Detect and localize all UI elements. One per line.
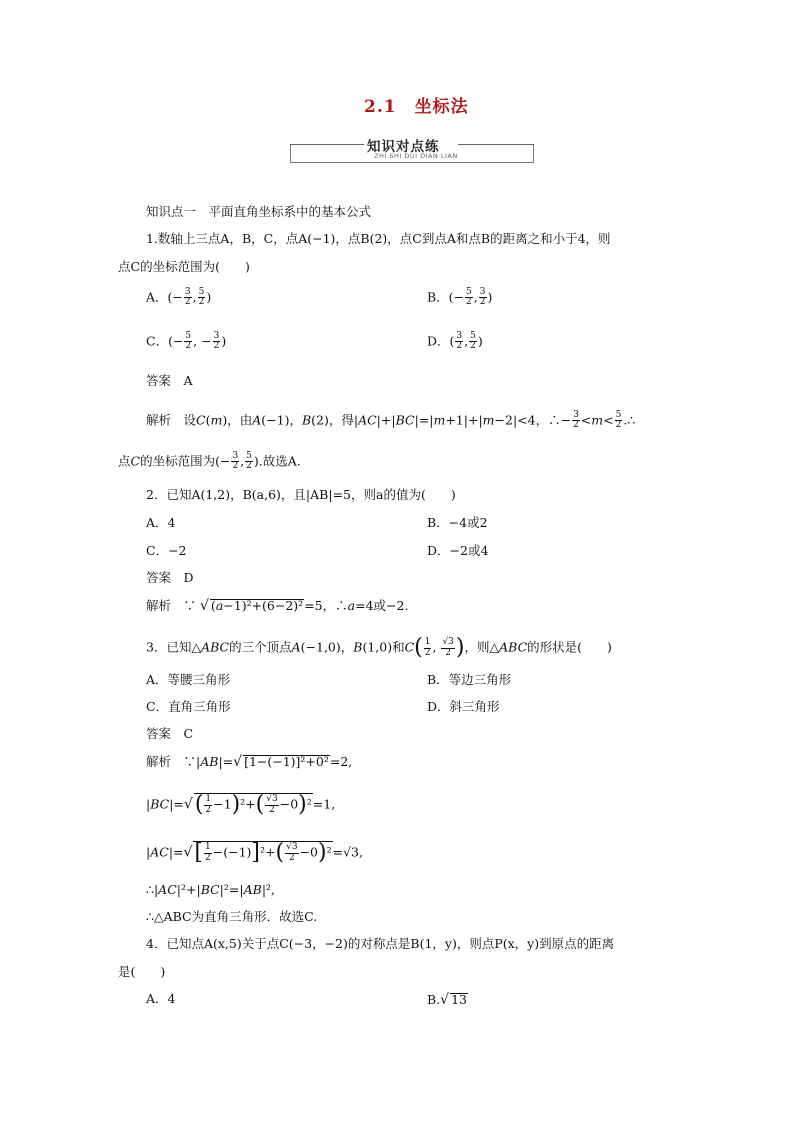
q2-option-d: D．−2或4 (427, 543, 489, 558)
q1-option-c: C．(− $\frac{5}{2}$ , − $\frac{3}{2}$ ) (146, 331, 227, 352)
q3-answer (146, 728, 193, 741)
q3-analysis-line1: 解析 ∵|AB|=√ [1−(−1)]²+0²=2, (146, 754, 353, 770)
q3-stem: 3．已知△ABC的三个顶点A(−1,0)，B(1,0)和C( $\frac{1}{2}$ , $\frac{√3}{2}$ )，则△ABC的形状是( ) (146, 635, 612, 660)
q3-analysis-line5: ∴△ABC为直角三角形．故选C. (146, 909, 318, 924)
q1-option-b: B．(− $\frac{5}{2}$ , $\frac{3}{2}$ ) (427, 287, 493, 308)
page-title: 2.1 坐标法 (364, 97, 469, 117)
q4-stem-line1: 4．已知点A(x,5)关于点C(−3，−2)的对称点是B(1，y)，则点P(x，y)到原点的距离 (146, 936, 615, 951)
analysis-label: 解析 (146, 598, 172, 613)
q2-option-b: B．−4或2 (427, 515, 488, 530)
q2-answer-value: D (183, 570, 194, 585)
q2-analysis: 解析 ∵ √ (a−1)²+(6−2)²=5，∴a=4或−2. (146, 598, 409, 614)
q2-stem: 2．已知A(1,2)，B(a,6)，且|AB|=5，则a的值为( ) (146, 487, 456, 502)
q3-option-d: D．斜三角形 (427, 699, 500, 714)
q3-option-a: A．等腰三角形 (146, 672, 231, 687)
q4-option-b: B.√ 13 (427, 992, 467, 1008)
banner-subtitle: ZHI SHI DUI DIAN LIAN (374, 152, 458, 160)
q2-option-c: C．−2 (146, 543, 187, 558)
answer-label: 答案 (146, 726, 172, 741)
q2-answer (146, 572, 194, 585)
q1-answer-value: A (183, 373, 193, 388)
q3-analysis-line3: |AC|=√[ $\frac{1}{2}$ −(−1)]²+( $\frac{√3}{2}$ −0)²=√3, (146, 840, 363, 865)
q4-option-a: A．4 (146, 991, 176, 1006)
q3-answer-value: C (183, 726, 194, 741)
q1-analysis-line2: 点C的坐标范围为(− $\frac{3}{2}$ , $\frac{5}{2}$ ).故选A. (118, 451, 301, 472)
q3-option-c: C．直角三角形 (146, 699, 231, 714)
answer-label: 答案 (146, 373, 172, 388)
banner-title: 知识对点练 (364, 135, 443, 155)
analysis-label: 解析 (146, 412, 172, 428)
q1-stem-line2: 点C的坐标范围为( ) (118, 259, 250, 274)
q1-option-d: D．( $\frac{3}{2}$ , $\frac{5}{2}$ ) (427, 331, 483, 352)
q4-stem-line2: 是( ) (118, 964, 166, 979)
q3-option-b: B．等边三角形 (427, 672, 512, 687)
q3-analysis-line4: ∴|AC|²+|BC|²=|AB|², (146, 882, 276, 897)
q1-analysis-line1: 解析 设C(m)，由A(−1)，B(2)，得|AC|+|BC|=|m+1|+|m−2|<4，∴− $\frac{3}{2}$ <m< $\frac{5}{2}$ .∴ (146, 410, 636, 431)
q3-analysis-line2: |BC|=√( $\frac{1}{2}$ −1)²+( $\frac{√3}{2}$ −0)²=1, (146, 792, 336, 817)
q1-stem-line1: 1.数轴上三点A，B，C，点A(−1)，点B(2)，点C到点A和点B的距离之和小于4，则 (146, 231, 611, 246)
answer-label: 答案 (146, 570, 172, 585)
q1-answer (146, 375, 193, 388)
analysis-label: 解析 (146, 754, 172, 769)
section-banner (290, 135, 534, 163)
q2-option-a: A．4 (146, 515, 176, 530)
q1-option-a: A．(− $\frac{3}{2}$ , $\frac{5}{2}$ ) (146, 287, 212, 308)
section-heading: 知识点一 平面直角坐标系中的基本公式 (146, 204, 372, 219)
